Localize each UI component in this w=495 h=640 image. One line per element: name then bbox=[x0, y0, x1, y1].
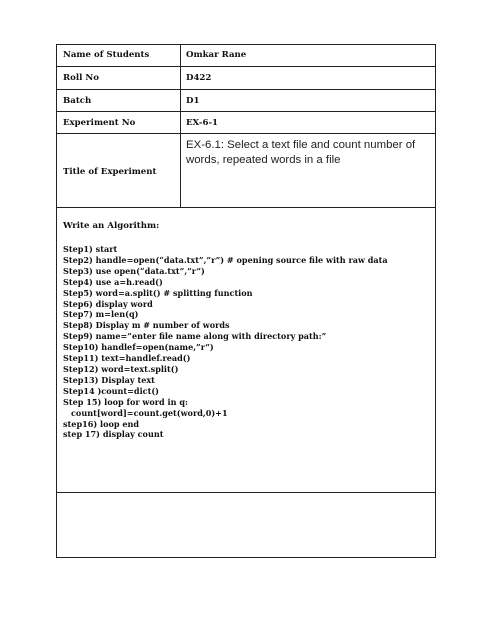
algorithm-heading: Write an Algorithm: bbox=[63, 221, 160, 231]
algorithm-step: count[word]=count.get(word,0)+1 bbox=[71, 407, 228, 418]
value-batch: D1 bbox=[186, 96, 200, 106]
algorithm-step: Step4) use a=h.read() bbox=[63, 276, 163, 287]
label-title: Title of Experiment bbox=[63, 167, 157, 177]
algorithm-step: Step11) text=handlef.read() bbox=[63, 353, 191, 364]
row-roll-no bbox=[57, 67, 435, 90]
algorithm-step: Step10) handlef=open(name,”r”) bbox=[63, 342, 214, 353]
algorithm-step: Step5) word=a.split() # splitting function bbox=[63, 287, 253, 298]
experiment-sheet bbox=[56, 44, 436, 558]
label-roll-no: Roll No bbox=[63, 73, 99, 83]
algorithm-step: Step 15) loop for word in q: bbox=[63, 396, 188, 407]
label-batch: Batch bbox=[63, 96, 92, 106]
value-title: EX-6.1: Select a text file and count number of words, repeated words in a file bbox=[186, 139, 416, 166]
algorithm-step: Step6) display word bbox=[63, 298, 153, 309]
algorithm-step: step16) loop end bbox=[63, 418, 140, 429]
label-student-name: Name of Students bbox=[63, 50, 150, 60]
algorithm-step: Step12) word=text.split() bbox=[63, 363, 179, 374]
column-divider bbox=[180, 45, 181, 208]
algorithm-step: Step14 )count=dict() bbox=[63, 385, 159, 396]
label-experiment-no: Experiment No bbox=[63, 118, 136, 128]
algorithm-step: step 17) display count bbox=[63, 429, 164, 440]
algorithm-step: Step2) handle=open(“data.txt”,”r”) # opening source file with raw data bbox=[63, 254, 388, 265]
algorithm-step: Step8) Display m # number of words bbox=[63, 320, 230, 331]
value-roll-no: D422 bbox=[186, 73, 212, 83]
value-student-name: Omkar Rane bbox=[186, 50, 247, 60]
algorithm-step: Step7) m=len(q) bbox=[63, 309, 139, 320]
algorithm-step: Step1) start bbox=[63, 244, 118, 254]
algorithm-step: Step9) name=”enter file name along with directory path:” bbox=[63, 331, 327, 342]
algorithm-block bbox=[63, 221, 388, 440]
row-student-name bbox=[57, 45, 435, 67]
algorithm-step: Step3) use open(“data.txt”,”r”) bbox=[63, 265, 205, 276]
row-experiment-no bbox=[57, 112, 435, 134]
row-batch bbox=[57, 90, 435, 112]
algorithm-step: Step13) Display text bbox=[63, 374, 155, 385]
value-experiment-no: EX-6-1 bbox=[186, 118, 219, 128]
row-title bbox=[57, 134, 435, 208]
empty-output-section bbox=[57, 493, 435, 557]
